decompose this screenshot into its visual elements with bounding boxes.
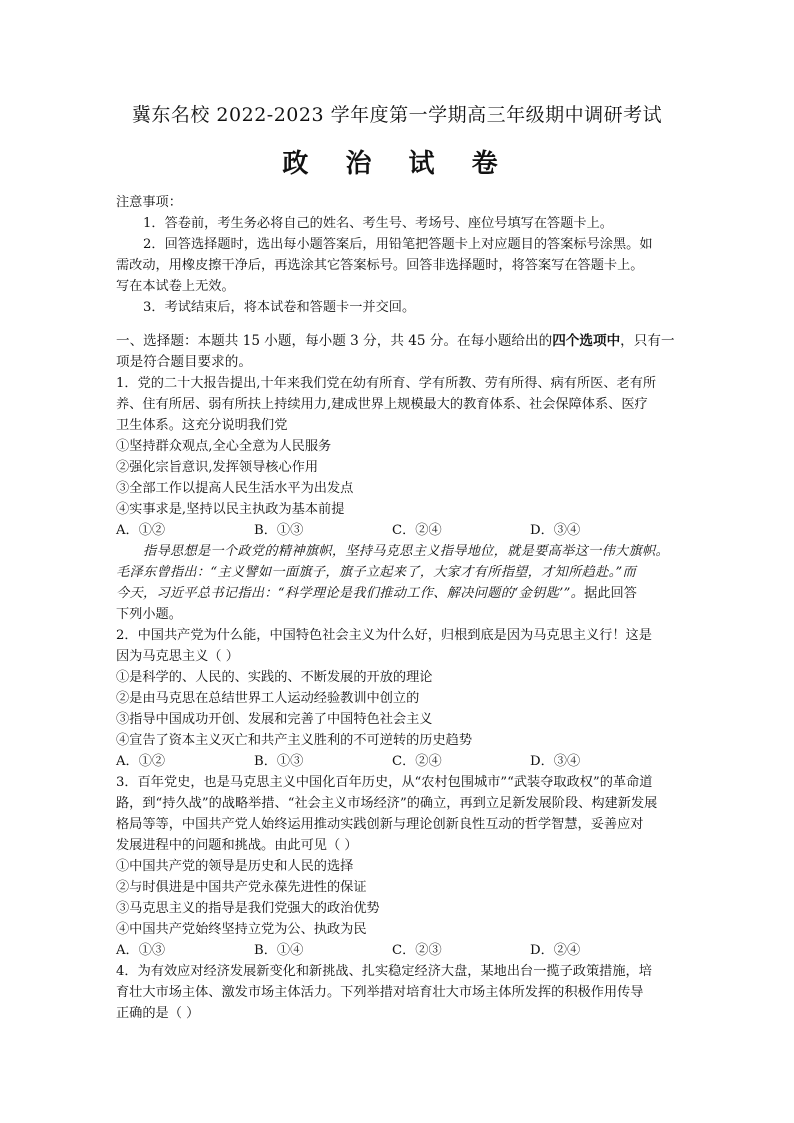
q1-stem-3: 卫生体系。这充分说明我们党 [116,418,288,433]
section-heading [116,331,682,352]
q3-item-2: ②与时俱进是中国共产党永葆先进性的保证 [116,880,367,895]
q1-options [116,520,682,541]
section-label: 一、选择题： [116,333,198,349]
q1-item-4: ④实事求是,坚持以民主执政为基本前提 [116,502,345,517]
q4-stem-2: 育壮大市场主体、激发市场主体活力。下列举措对培育壮大市场主体所发挥的积极作用传导 [116,985,644,1000]
q3-stem-4: 发展进程中的问题和挑战。由此可见（ ） [116,838,358,853]
q3-stem-1: 3．百年党史，也是马克思主义中国化百年历史，从“农村包围城市”“武装夺取政权”的革命道 [116,775,653,790]
notice-item-1: 1．答卷前，考生务必将自己的姓名、考生号、考场号、座位号填写在答题卡上。 [143,216,613,231]
q3-stem-2: 路，到“持久战”的战略举措、“社会主义市场经济”的确立，再到立足新发展阶段、构建新发展 [116,796,658,811]
q1-option-a[interactable]: A．①② [116,523,166,538]
q2-options [116,751,682,772]
passage-quote: 今天，习近平总书记指出：“科学理论是我们推动工作、解决问题的‘金钥匙’”。 [116,586,585,601]
q1-item-3: ③全部工作以提高人民生活水平为出发点 [116,481,354,496]
notice-heading: 注意事项： [116,195,182,210]
q3-options [116,940,682,961]
q2-option-a[interactable]: A．①② [116,754,166,769]
notice-item-2: 2．回答选择题时，选出每小题答案后，用铅笔把答题卡上对应题目的答案标号涂黑。如 [143,237,653,252]
q3-option-b[interactable]: B．①④ [254,943,304,958]
q1-item-2: ②强化宗旨意识,发挥领导核心作用 [116,460,319,475]
passage-line-3 [116,583,682,604]
passage-line-1: 指导思想是一个政党的精神旗帜，坚持马克思主义指导地位，就是要高举这一伟大旗帜。 [143,544,670,559]
q3-item-4: ④中国共产党始终坚持立党为公、执政为民 [116,922,367,937]
q2-item-2: ②是由马克思在总结世界工人运动经验教训中创立的 [116,691,420,706]
q1-item-1: ①坚持群众观点,全心全意为人民服务 [116,439,332,454]
q1-option-b[interactable]: B．①③ [254,523,304,538]
q2-item-1: ①是科学的、人民的、实践的、不断发展的开放的理论 [116,670,433,685]
q3-item-3: ③马克思主义的指导是我们党强大的政治优势 [116,901,380,916]
q2-option-c[interactable]: C．②④ [392,754,442,769]
section-desc: 本题共 15 小题，每小题 3 分，共 45 分。在每小题给出的 [197,333,553,349]
q4-stem-3: 正确的是（ ） [116,1006,200,1021]
exam-subject: 政 治 试 卷 [282,149,512,179]
notice-item-2-cont: 需改动，用橡皮擦干净后，再选涂其它答案标号。回答非选择题时，将答案写在答题卡上。 [116,258,644,273]
q2-option-d[interactable]: D．③④ [530,754,581,769]
q1-stem-2: 养、住有所居、弱有所扶上持续用力,建成世界上规模最大的教育体系、社会保障体系、医疗 [116,397,648,412]
passage-last: 下列小题。 [116,607,182,622]
q2-item-4: ④宣告了资本主义灭亡和共产主义胜利的不可逆转的历史趋势 [116,733,473,748]
q2-option-b[interactable]: B．①③ [254,754,304,769]
exam-title: 冀东名校 2022-2023 学年度第一学期高三年级期中调研考试 [131,104,663,126]
passage-line-2: 毛泽东曾指出：“主义譬如一面旗子，旗子立起来了，大家才有所指望，才知所趋赴。”而 [116,565,637,580]
q3-option-c[interactable]: C．②③ [392,943,442,958]
q3-option-d[interactable]: D．②④ [530,943,581,958]
section-heading-cont: 项是符合题目要求的。 [116,354,252,370]
q3-stem-3: 格局等等，中国共产党人始终运用推动实践创新与理论创新良性互动的哲学智慧，妥善应对 [116,817,644,832]
q2-stem-1: 2．中国共产党为什么能，中国特色社会主义为什么好，归根到底是因为马克思主义行！这是 [116,628,652,643]
q2-stem-2: 因为马克思主义（ ） [116,649,239,664]
section-emphasis: 四个选项中 [552,333,621,349]
notice-item-3: 3．考试结束后，将本试卷和答题卡一并交回。 [143,300,416,315]
q4-stem-1: 4．为有效应对经济发展新变化和新挑战、扎实稳定经济大盘，某地出台一揽子政策措施，培 [116,964,652,979]
notice-item-2-cont2: 写在本试卷上无效。 [116,279,235,294]
passage-tail: 据此回答 [584,586,637,601]
q1-stem-1: 1．党的二十大报告提出,十年来我们党在幼有所育、学有所教、劳有所得、病有所医、老有所 [116,376,657,391]
exam-body [116,192,682,1024]
q3-item-1: ①中国共产党的领导是历史和人民的选择 [116,859,354,874]
q1-option-d[interactable]: D．③④ [530,523,581,538]
q2-item-3: ③指导中国成功开创、发展和完善了中国特色社会主义 [116,712,433,727]
q3-option-a[interactable]: A．①③ [116,943,166,958]
q1-option-c[interactable]: C．②④ [392,523,442,538]
section-desc-end: ，只有一 [620,333,675,349]
